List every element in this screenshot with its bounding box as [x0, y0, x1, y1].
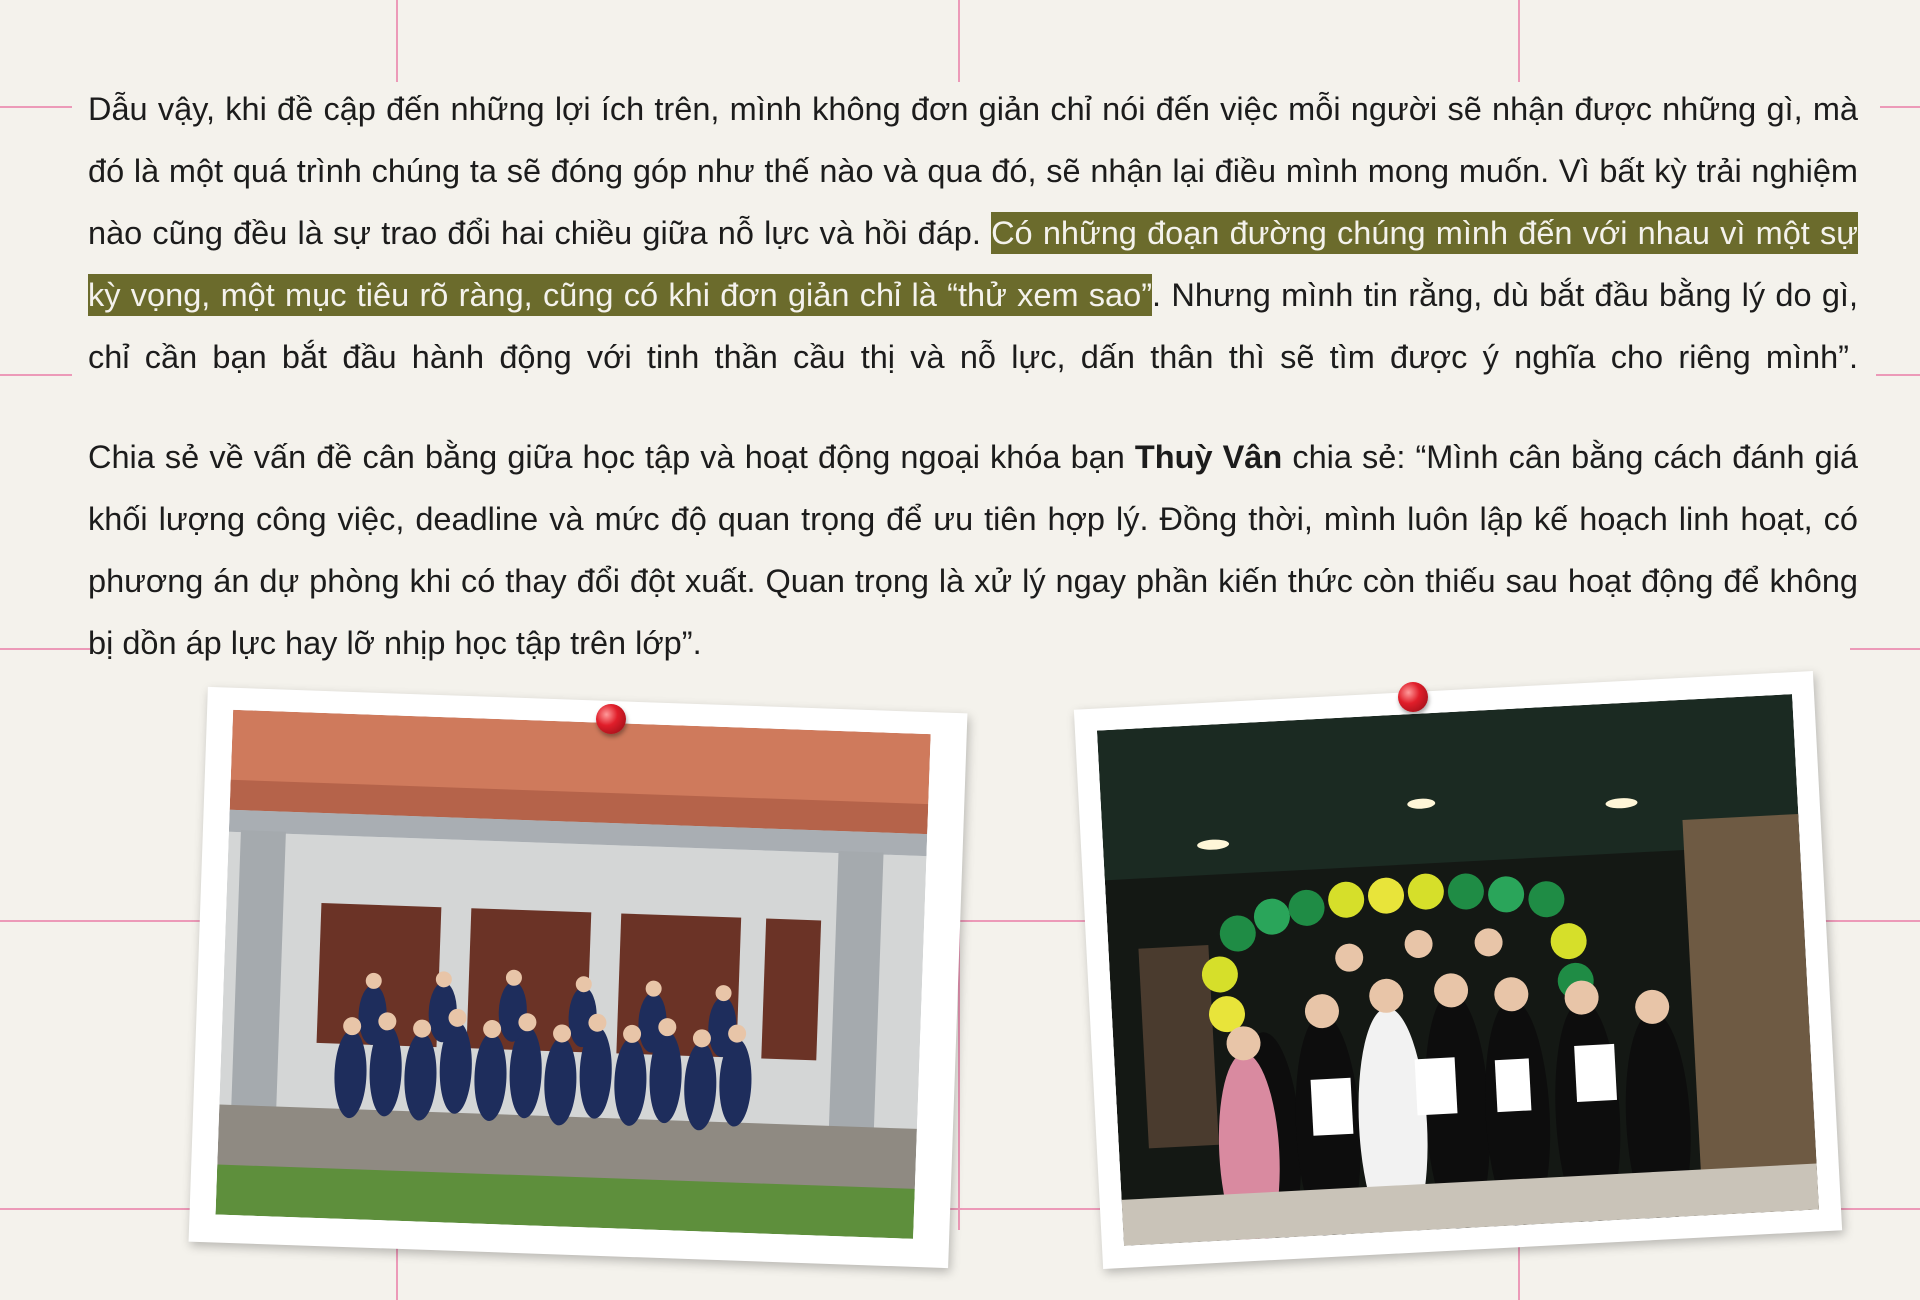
polaroid-left — [189, 687, 968, 1268]
grid-line — [0, 1208, 200, 1210]
grid-line — [958, 0, 960, 82]
grid-line — [1850, 648, 1920, 650]
grid-line — [1830, 1208, 1920, 1210]
grid-line — [0, 106, 72, 108]
grid-line — [1876, 374, 1920, 376]
paragraph-1 — [88, 78, 1858, 388]
group-photo-party — [1097, 694, 1819, 1246]
grid-line — [0, 374, 72, 376]
red-pushpin-icon — [596, 704, 626, 734]
grid-line — [940, 920, 1090, 922]
grid-line — [1518, 0, 1520, 82]
paragraph-1-ending: . Nhưng mình tin rằng, dù bắt đầu bằng lý do gì, chỉ cần bạn bắt đầu hành động với tinh thần cầu thị và nỗ lực, dấn thân thì sẽ tìm được ý nghĩa cho riêng mình”. — [88, 277, 1858, 375]
grid-line — [396, 0, 398, 82]
grid-line — [930, 1208, 1100, 1210]
article-body — [88, 78, 1858, 674]
highlighted-quote: Có những đoạn đường chúng mình đến với nhau vì một sự kỳ vọng, một mục tiêu rõ ràng, cũng có khi đơn giản chỉ là “thử xem sao” — [88, 212, 1858, 316]
person-name: Thuỳ Vân — [1134, 439, 1283, 475]
group-photo-building — [216, 710, 931, 1239]
red-pushpin-icon — [1398, 682, 1428, 712]
grid-line — [0, 648, 90, 650]
paragraph-1-intro: Dẫu vậy, khi đề cập đến những lợi ích trên, mình không đơn giản chỉ nói đến việc mỗi người sẽ nhận được những gì, mà đó là một quá trình chúng ta sẽ đóng góp như thế nào và qua đó, sẽ nhận lại điều mình mong muốn. Vì bất kỳ trải nghiệm nào cũng đều là sự trao đổi hai chiều giữa nỗ lực và hồi đáp. — [88, 91, 1858, 251]
grid-line — [0, 920, 230, 922]
polaroid-right — [1074, 671, 1842, 1269]
paragraph-2-intro: Chia sẻ về vấn đề cân bằng giữa học tập và hoạt động ngoại khóa bạn — [88, 439, 1135, 475]
paragraph-2-quote: chia sẻ: “Mình cân bằng cách đánh giá khối lượng công việc, deadline và mức độ quan trọng để ưu tiên hợp lý. Đồng thời, mình luôn lập kế hoạch linh hoạt, có phương án dự phòng khi có thay đổi đột xuất. Quan trọng là xử lý ngay phần kiến thức còn thiếu sau hoạt động để không bị dồn áp lực hay lỡ nhịp học tập trên lớp”. — [88, 439, 1858, 661]
paragraph-2 — [88, 426, 1858, 674]
grid-line — [1880, 106, 1920, 108]
